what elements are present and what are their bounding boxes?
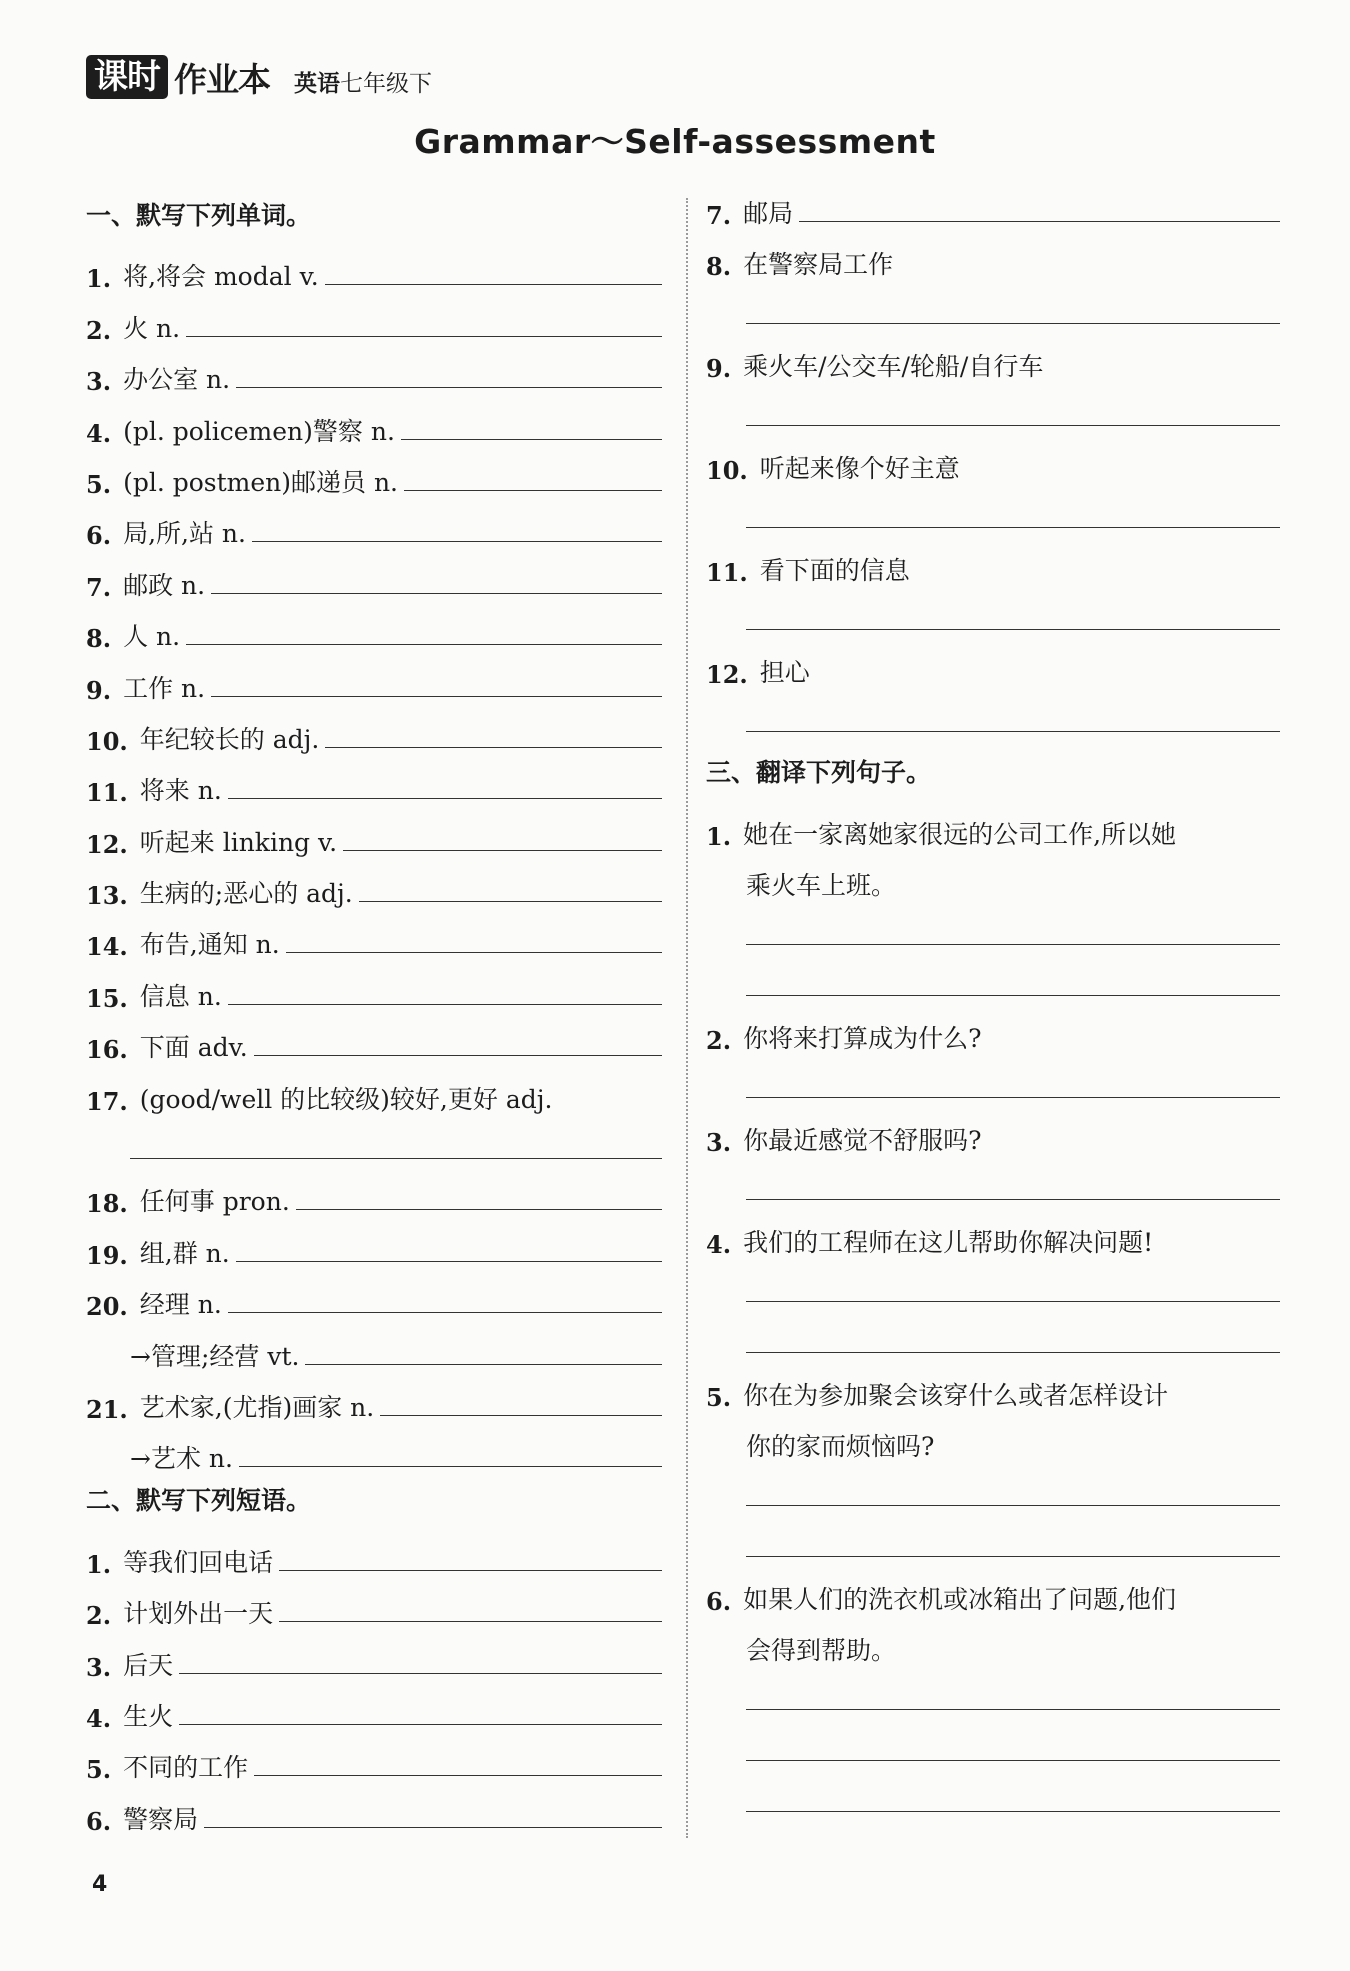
answer-row [706, 1157, 1280, 1208]
answer-line[interactable] [746, 730, 1280, 732]
item-text: 年纪较长的 adj. [139, 724, 320, 754]
item-number: 4. [706, 1230, 732, 1259]
answer-row [706, 281, 1280, 332]
item-number: 7. [86, 572, 112, 602]
list-item [86, 1218, 662, 1269]
item-text: 任何事 pron. [139, 1187, 290, 1217]
answer-line[interactable] [746, 1555, 1280, 1557]
answer-line[interactable] [746, 628, 1280, 630]
answer-line[interactable] [746, 424, 1280, 426]
item-number: 18. [86, 1189, 128, 1219]
list-item [86, 345, 662, 396]
item-text: 布告,通知 n. [139, 930, 280, 960]
item-text: 将来 n. [139, 776, 222, 806]
list-item [706, 190, 1280, 230]
answer-line[interactable] [746, 1708, 1280, 1710]
answer-row [86, 1116, 662, 1167]
item-number: 2. [706, 1026, 732, 1055]
answer-line[interactable] [279, 1620, 662, 1622]
item-text: 将,将会 modal v. [123, 262, 319, 292]
answer-line[interactable] [186, 335, 662, 337]
answer-line[interactable] [279, 1569, 662, 1571]
column-divider [686, 198, 688, 1838]
item-text: →艺术 n. [130, 1444, 233, 1474]
list-item [86, 1321, 662, 1372]
item-number: 6. [86, 1806, 112, 1836]
item-text: 艺术家,(尤指)画家 n. [139, 1392, 375, 1422]
answer-line[interactable] [401, 438, 662, 440]
list-item [706, 332, 1280, 383]
list-item [86, 1167, 662, 1218]
item-number: 17. [86, 1086, 128, 1116]
list-item [86, 242, 662, 293]
answer-line[interactable] [325, 746, 662, 748]
answer-line[interactable] [404, 489, 662, 491]
list-item [86, 756, 662, 807]
answer-line[interactable] [179, 1723, 662, 1725]
answer-line[interactable] [211, 592, 662, 594]
answer-line[interactable] [746, 1096, 1280, 1098]
list-item [86, 1527, 662, 1578]
item-number: 2. [86, 1601, 112, 1631]
item-text: 信息 n. [139, 981, 222, 1011]
page-title: Grammar～Self-assessment [414, 122, 936, 161]
answer-row [706, 1769, 1280, 1820]
item-text: 如果人们的洗衣机或冰箱出了问题,他们 [743, 1585, 1177, 1614]
answer-line[interactable] [359, 900, 662, 902]
list-item [86, 1064, 662, 1115]
item-text: 你将来打算成为什么? [743, 1024, 982, 1053]
item-text: 工作 n. [123, 673, 206, 703]
item-text: 你最近感觉不舒服吗? [743, 1126, 982, 1155]
list-item [706, 230, 1280, 281]
item-text: 办公室 n. [123, 365, 231, 395]
item-text: 听起来像个好主意 [759, 454, 960, 483]
answer-row [706, 485, 1280, 536]
item-number: 5. [86, 1755, 112, 1785]
answer-line[interactable] [239, 1465, 662, 1467]
list-item [86, 1579, 662, 1630]
item-text: 警察局 [123, 1804, 199, 1834]
list-item [706, 1004, 1280, 1055]
list-item [86, 1682, 662, 1733]
list-item [86, 705, 662, 756]
item-number: 2. [86, 315, 112, 345]
item-number: 13. [86, 881, 128, 911]
item-number: 1. [86, 1549, 112, 1579]
item-text: 我们的工程师在这儿帮助你解决问题! [743, 1228, 1154, 1257]
item-text: 你在为参加聚会该穿什么或者怎样设计 [743, 1381, 1169, 1410]
answer-line[interactable] [305, 1363, 662, 1365]
answer-row [706, 1310, 1280, 1361]
answer-line[interactable] [746, 526, 1280, 528]
answer-row [706, 1718, 1280, 1769]
list-item [706, 1565, 1280, 1616]
book-header [86, 54, 432, 100]
item-number: 3. [86, 367, 112, 397]
answer-line[interactable] [746, 994, 1280, 996]
answer-row [706, 383, 1280, 434]
item-number: 12. [706, 660, 748, 689]
item-number: 9. [86, 675, 112, 705]
item-text-cont: 乘火车上班。 [746, 871, 897, 900]
list-item [706, 536, 1280, 587]
answer-line[interactable] [236, 1260, 662, 1262]
item-number: 7. [706, 201, 732, 230]
item-text: 火 n. [123, 313, 181, 343]
subject-grade: 七年级下 [340, 70, 432, 97]
answer-line[interactable] [186, 643, 662, 645]
item-text: 经理 n. [139, 1290, 222, 1320]
answer-line[interactable] [746, 1300, 1280, 1302]
section-heading: 二、默写下列短语。 [86, 1486, 312, 1516]
list-item [86, 1373, 662, 1424]
page-number: 4 [92, 1872, 108, 1897]
left-column [86, 190, 662, 1836]
list-item [86, 910, 662, 961]
item-text: 邮局 [743, 199, 794, 228]
item-text: 生火 [123, 1701, 174, 1731]
list-item [86, 653, 662, 704]
list-item [86, 1270, 662, 1321]
list-item [86, 1013, 662, 1064]
answer-line[interactable] [286, 951, 662, 953]
item-number: 4. [86, 1703, 112, 1733]
item-text: 局,所,站 n. [123, 519, 246, 549]
item-number: 12. [86, 829, 128, 859]
item-text: 她在一家离她家很远的公司工作,所以她 [743, 820, 1177, 849]
item-text: (good/well 的比较级)较好,更好 adj. [139, 1084, 553, 1114]
answer-row [706, 1259, 1280, 1310]
item-number: 5. [86, 469, 112, 499]
answer-line[interactable] [252, 540, 662, 542]
item-number: 3. [706, 1128, 732, 1157]
item-number: 14. [86, 932, 128, 962]
item-number: 15. [86, 983, 128, 1013]
answer-row [706, 953, 1280, 1004]
subject-label [294, 65, 432, 98]
item-text: 听起来 linking v. [139, 827, 338, 857]
brand-name: 作业本 [174, 59, 270, 99]
answer-line[interactable] [130, 1157, 662, 1159]
list-item [86, 448, 662, 499]
answer-line[interactable] [179, 1672, 662, 1674]
list-item [86, 961, 662, 1012]
answer-line[interactable] [254, 1774, 662, 1776]
list-item [706, 1361, 1280, 1412]
list-item [86, 1733, 662, 1784]
item-text: 计划外出一天 [123, 1599, 274, 1629]
item-number: 6. [86, 521, 112, 551]
list-item [86, 396, 662, 447]
list-item [706, 1208, 1280, 1259]
answer-row [706, 1055, 1280, 1106]
answer-line[interactable] [746, 1810, 1280, 1812]
section-heading: 一、默写下列单词。 [86, 201, 312, 230]
item-text: 担心 [759, 658, 810, 687]
item-text: 等我们回电话 [123, 1547, 274, 1577]
list-item [86, 1784, 662, 1835]
answer-line[interactable] [380, 1414, 662, 1416]
brand-logo: 课时 [86, 55, 168, 99]
list-item [86, 807, 662, 858]
list-item [86, 602, 662, 653]
answer-line[interactable] [746, 322, 1280, 324]
answer-line[interactable] [228, 1311, 662, 1313]
list-item [706, 434, 1280, 485]
item-number: 19. [86, 1240, 128, 1270]
answer-line[interactable] [746, 1759, 1280, 1761]
item-text-cont: 你的家而烦恼吗? [746, 1432, 935, 1461]
item-number: 8. [706, 252, 732, 281]
item-number: 1. [86, 264, 112, 294]
list-item [86, 859, 662, 910]
answer-row [706, 1667, 1280, 1718]
list-item [706, 800, 1280, 851]
item-number: 9. [706, 354, 732, 383]
item-text: 在警察局工作 [743, 250, 894, 279]
answer-line[interactable] [325, 283, 662, 285]
answer-line[interactable] [746, 1198, 1280, 1200]
list-item [706, 1106, 1280, 1157]
item-text: (pl. policemen)警察 n. [123, 416, 395, 446]
item-text: 后天 [123, 1650, 174, 1680]
answer-line[interactable] [236, 386, 662, 388]
right-column [706, 190, 1280, 1820]
item-number: 8. [86, 624, 112, 654]
answer-row [706, 1514, 1280, 1565]
answer-line[interactable] [204, 1826, 662, 1828]
item-number: 10. [706, 456, 748, 485]
answer-line[interactable] [746, 1351, 1280, 1353]
list-item [86, 499, 662, 550]
item-number: 20. [86, 1292, 128, 1322]
list-item [86, 293, 662, 344]
answer-line[interactable] [254, 1054, 662, 1056]
item-number: 21. [86, 1394, 128, 1424]
answer-line[interactable] [343, 849, 662, 851]
answer-line[interactable] [211, 695, 662, 697]
answer-line[interactable] [799, 220, 1280, 222]
item-number: 16. [86, 1035, 128, 1065]
item-number: 1. [706, 822, 732, 851]
item-number: 11. [706, 558, 748, 587]
item-number: 5. [706, 1383, 732, 1412]
item-text: (pl. postmen)邮递员 n. [123, 467, 398, 497]
item-text: 人 n. [123, 622, 181, 652]
list-item [86, 550, 662, 601]
item-number: 3. [86, 1652, 112, 1682]
item-text: 生病的;恶心的 adj. [139, 879, 353, 909]
list-item [86, 1424, 662, 1475]
subject-bold: 英语 [294, 70, 340, 97]
answer-line[interactable] [228, 1003, 662, 1005]
answer-row [706, 689, 1280, 740]
item-text: 下面 adv. [139, 1033, 248, 1063]
section-heading: 三、翻译下列句子。 [706, 758, 932, 787]
item-number: 10. [86, 726, 128, 756]
answer-line[interactable] [296, 1208, 662, 1210]
answer-line[interactable] [228, 797, 662, 799]
answer-line[interactable] [746, 1504, 1280, 1506]
item-text-cont: 会得到帮助。 [746, 1636, 897, 1665]
item-text: 不同的工作 [123, 1753, 249, 1783]
item-text: →管理;经营 vt. [130, 1341, 300, 1371]
item-text: 组,群 n. [139, 1238, 230, 1268]
list-item [86, 1630, 662, 1681]
item-text: 邮政 n. [123, 570, 206, 600]
item-number: 4. [86, 418, 112, 448]
item-text: 看下面的信息 [759, 556, 910, 585]
item-number: 11. [86, 778, 128, 808]
item-number: 6. [706, 1587, 732, 1616]
answer-row [706, 902, 1280, 953]
list-item [706, 638, 1280, 689]
answer-line[interactable] [746, 943, 1280, 945]
item-text: 乘火车/公交车/轮船/自行车 [743, 352, 1044, 381]
answer-row [706, 1463, 1280, 1514]
answer-row [706, 587, 1280, 638]
